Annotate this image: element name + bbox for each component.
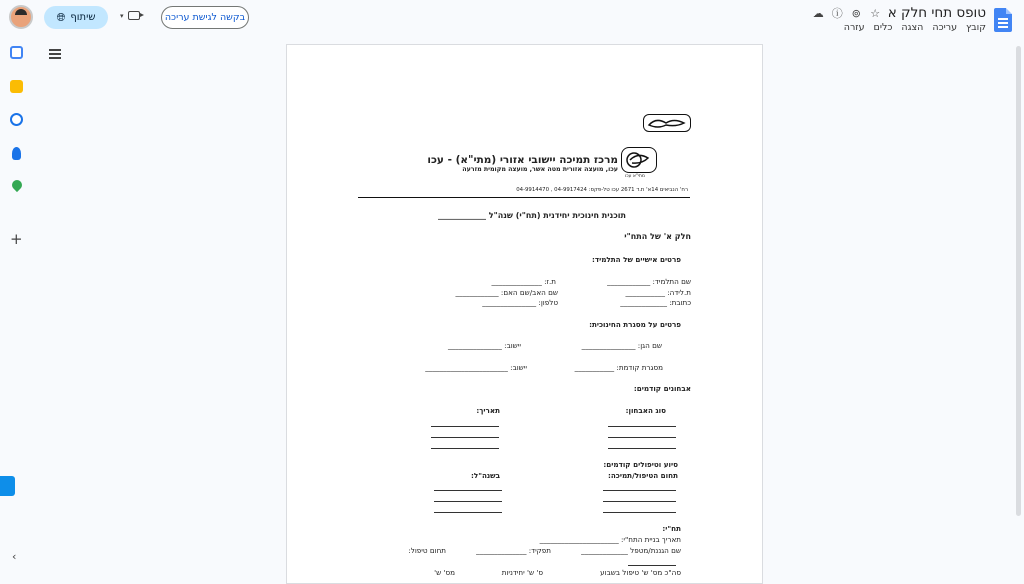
blank-line — [603, 490, 676, 491]
field-role: תפקיד: ______________ — [476, 546, 551, 555]
blank-line — [603, 512, 676, 513]
blank-line — [431, 448, 499, 449]
share-button[interactable] — [44, 6, 108, 29]
col-treatment-area: תחום הטיפול/תמיכה: — [607, 471, 678, 480]
section-treatments: סיוע וטיפולים קודמים: — [603, 460, 678, 469]
plus-icon[interactable]: + — [10, 230, 23, 248]
field-staff: שם הגננת/מטפל _____________ — [581, 546, 681, 555]
blank-line — [608, 448, 676, 449]
menu-edit[interactable]: עריכה — [932, 22, 958, 33]
org-logo-small — [643, 114, 691, 132]
field-num-hours: מס' ש' — [434, 568, 455, 577]
col-diagnosis-date: תאריך: — [476, 406, 500, 415]
section-diagnoses: אבחונים קודמים: — [633, 384, 691, 393]
document-page — [286, 44, 763, 584]
folder-move-icon[interactable]: ⊚ — [851, 6, 861, 20]
outline-list-icon[interactable] — [49, 49, 61, 59]
org-name: מרכז תמיכה יישובי אזורי (מתי"א) - עכו — [427, 154, 618, 166]
menu-view[interactable]: הצגה — [901, 22, 924, 33]
menu-tools[interactable]: כלים — [873, 22, 893, 33]
field-individual-hours: ס' ש' יחידניות — [501, 568, 543, 577]
org-address: רח' הנביאים 14א' ת.ד 2671 עכו טל-פקס: 04-9917424 , 04-9914470 — [516, 187, 688, 193]
request-edit-label: בקשה לגישת עריכה — [164, 12, 246, 23]
tasks-icon[interactable] — [10, 113, 23, 126]
chevron-down-icon: ▾ — [120, 11, 124, 20]
logo-caption: מתי"א עכו — [625, 174, 645, 179]
meet-button[interactable] — [120, 11, 140, 20]
teamviewer-icon[interactable] — [0, 476, 15, 496]
cloud-status-icon[interactable]: ☁ — [812, 6, 824, 20]
field-settlement-1: יישוב: _______________ — [447, 341, 521, 350]
field-treatment-area: תחום טיפול: — [408, 546, 446, 555]
field-birthdate: ת.לידה: ___________ — [625, 288, 691, 297]
blank-line — [434, 490, 502, 491]
blank-line — [603, 501, 676, 502]
title-row — [812, 5, 986, 21]
field-student-name: שם התלמיד: ____________ — [607, 277, 691, 286]
field-kindergarten: שם הגן: _______________ — [581, 341, 662, 350]
field-parents: שם האב/שם האם: ____________ — [455, 288, 558, 297]
chevron-left-icon[interactable]: ‹ — [12, 550, 17, 563]
field-prev-frame: מסגרת קודמת: ___________ — [574, 363, 663, 372]
logo-hands-icon — [622, 148, 655, 171]
field-weekly-hours: סה"כ מס' ש' טיפול בשבוע — [600, 568, 681, 577]
logo-hands-icon — [644, 115, 689, 130]
section-tachi: תח"י: — [662, 524, 681, 533]
org-logo — [621, 147, 657, 173]
blank-line — [434, 501, 502, 502]
part-heading: חלק א' של התח"י — [624, 232, 691, 241]
blank-line — [434, 512, 502, 513]
calendar-icon[interactable] — [10, 46, 23, 59]
field-address: כתובת: _____________ — [620, 298, 691, 307]
request-edit-button[interactable] — [161, 6, 249, 29]
menu-help[interactable]: עזרה — [843, 22, 865, 33]
video-call-icon — [128, 11, 140, 20]
field-build-date: תאריך בניית התח"י: ______________________ — [539, 535, 681, 544]
blank-line — [628, 565, 676, 566]
blank-line — [608, 426, 676, 427]
avatar[interactable] — [9, 5, 33, 29]
menu-bar — [844, 22, 986, 33]
globe-icon: 🌐︎ — [56, 10, 66, 24]
field-id: ת.ז: ______________ — [491, 277, 556, 286]
section-frame: פרטים על מסגרת החינוכית: — [589, 320, 681, 329]
docs-icon[interactable] — [994, 8, 1012, 32]
blank-line — [431, 437, 499, 438]
org-subtitle: עכו, מועצה אזורית מטה אשר, מועצה מקומית מזרעה — [462, 166, 618, 173]
form-heading: תוכנית חינוכית יחידנית (תח"י) שנה"ל ____________ — [437, 211, 626, 220]
keep-icon[interactable] — [10, 80, 23, 93]
document-title[interactable]: טופס תחי חלק א — [887, 5, 986, 21]
col-year: בשנה"ל: — [471, 471, 500, 480]
scrollbar[interactable] — [1016, 40, 1022, 576]
col-diagnosis-type: סוג האבחון: — [625, 406, 666, 415]
blank-line — [431, 426, 499, 427]
contacts-icon[interactable] — [12, 147, 21, 160]
star-icon[interactable]: ☆ — [870, 6, 881, 20]
top-bar — [0, 0, 1024, 40]
blank-line — [608, 437, 676, 438]
section-personal: פרטים אישיים של התלמיד: — [591, 255, 681, 264]
info-icon[interactable]: ⓘ — [831, 6, 843, 20]
maps-icon[interactable] — [10, 178, 24, 192]
field-phone: טלפון: _______________ — [482, 298, 558, 307]
menu-file[interactable]: קובץ — [966, 22, 986, 33]
share-label: שיתוף — [70, 12, 96, 23]
field-settlement-2: יישוב: _______________________ — [425, 363, 527, 372]
header-divider — [358, 197, 690, 198]
